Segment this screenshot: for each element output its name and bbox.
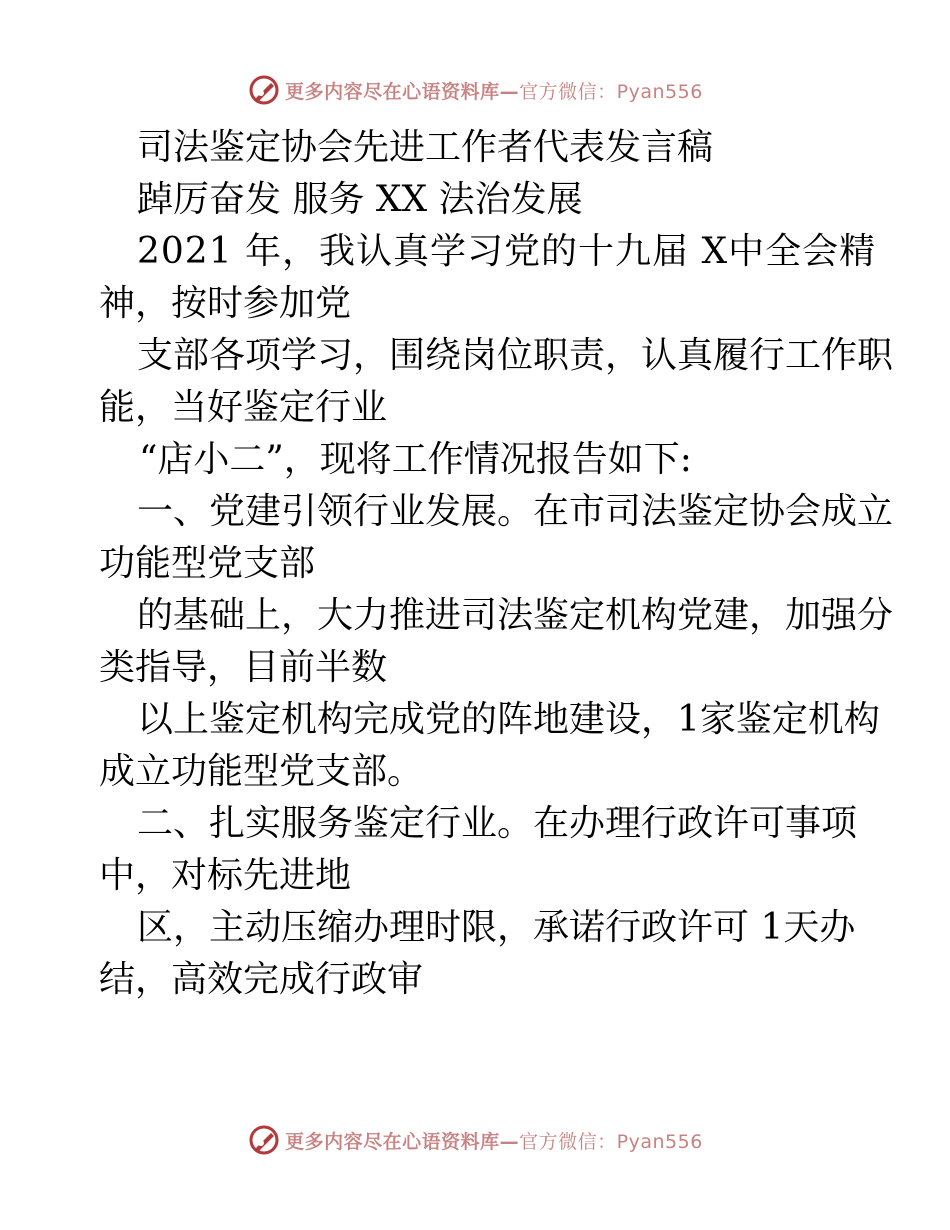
- paragraph-line: 中，对标先进地: [99, 855, 352, 896]
- paragraph-line: 能，当好鉴定行业: [99, 387, 388, 428]
- document-subtitle: 踔厉奋发 服务 XX 法治发展: [137, 179, 583, 220]
- document-body: [99, 122, 894, 1006]
- paragraph-line: 类指导，目前半数: [99, 647, 388, 688]
- paragraph-line: 一、党建引领行业发展。在市司法鉴定协会成立: [137, 491, 894, 532]
- paragraph-line: 区，主动压缩办理时限，承诺行政许可 1天办: [137, 907, 856, 948]
- header-banner: [0, 70, 950, 110]
- banner-text: 更多内容尽在心语资料库—官方微信：Pyan556: [285, 80, 703, 103]
- banner-text: 更多内容尽在心语资料库—官方微信：Pyan556: [285, 1130, 703, 1153]
- paragraph-line: 支部各项学习，围绕岗位职责，认真履行工作职: [137, 335, 894, 376]
- paragraph-line: 2021 年，我认真学习党的十九届 X中全会精: [137, 231, 877, 272]
- footer-banner: [0, 1120, 950, 1160]
- paragraph-line: 成立功能型党支部。: [99, 751, 424, 792]
- paragraph-line: 二、扎实服务鉴定行业。在办理行政许可事项: [137, 803, 858, 844]
- paragraph-line: “店小二”，现将工作情况报告如下:: [139, 439, 692, 480]
- document-title: 司法鉴定协会先进工作者代表发言稿: [137, 127, 714, 168]
- paragraph-line: 的基础上，大力推进司法鉴定机构党建，加强分: [137, 595, 894, 636]
- pen-logo-icon: [247, 1123, 281, 1157]
- pen-logo-icon: [247, 73, 281, 107]
- paragraph-line: 功能型党支部: [99, 543, 316, 584]
- paragraph-line: 神，按时参加党: [99, 283, 352, 324]
- paragraph-line: 以上鉴定机构完成党的阵地建设，1家鉴定机构: [137, 699, 880, 740]
- paragraph-line: 结，高效完成行政审: [99, 959, 424, 1000]
